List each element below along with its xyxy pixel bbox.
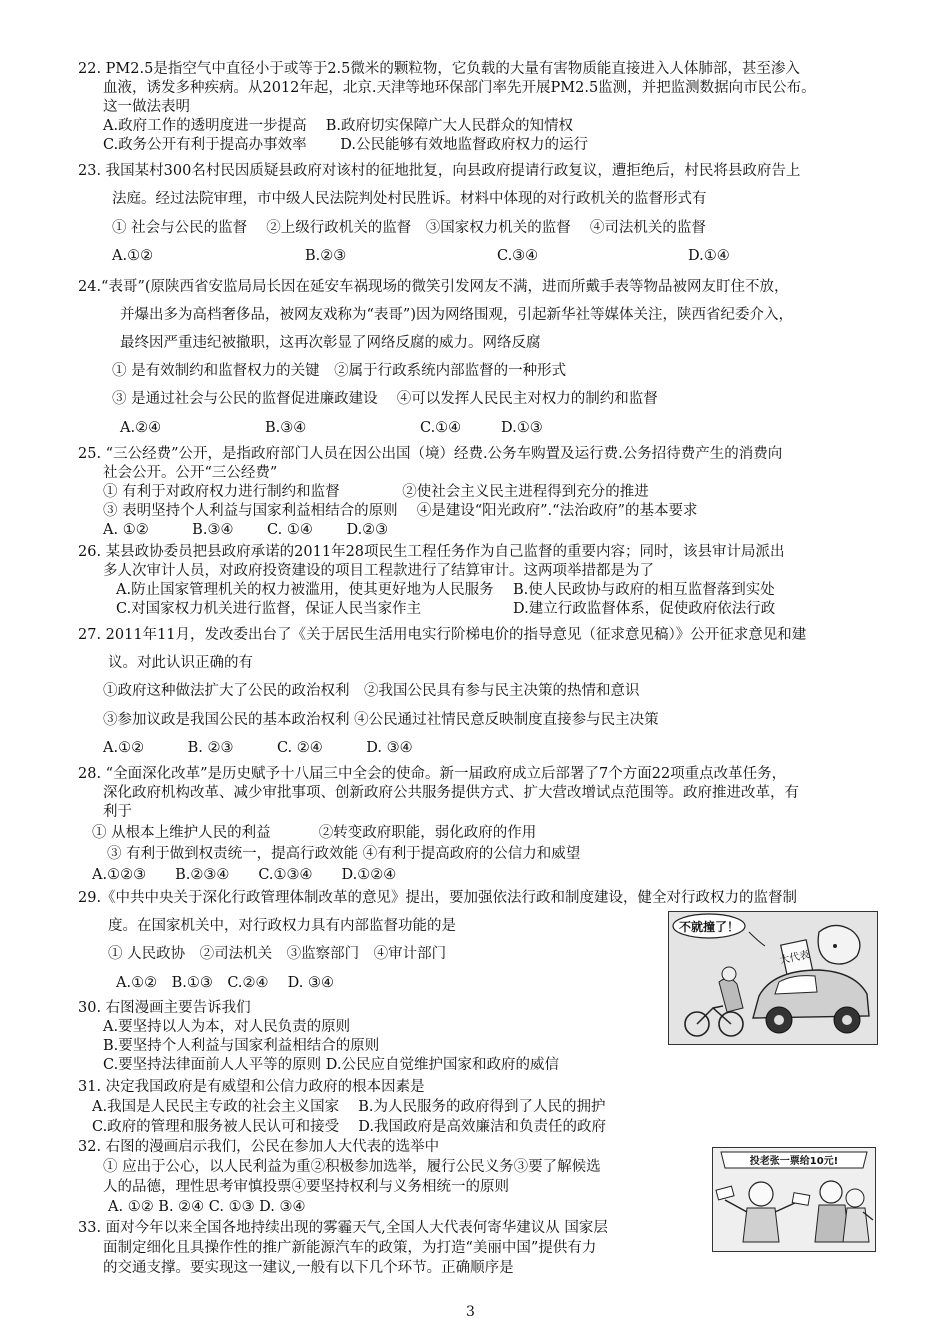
q28-options: A.①②③ B.②③④ C.①③④ D.①②④ bbox=[92, 867, 397, 883]
q24-line-1: 24.“表哥”(原陕西省安监局局长因在延安车祸现场的微笑引发网友不满，进而所戴手表等物品被网友盯住不放， bbox=[78, 279, 789, 295]
q26-option-b: B.使人民政协与政府的相互监督落到实处 bbox=[513, 582, 775, 598]
q32-options: A. ①② B. ②④ C. ①③ D. ③④ bbox=[108, 1199, 306, 1215]
q23-line-2: 法庭。经过法院审理，市中级人民法院判处村民胜诉。材料中体现的对行政机关的监督形式有 bbox=[112, 191, 707, 207]
q31-line-1: 31. 决定我国政府是有威望和公信力政府的根本因素是 bbox=[78, 1079, 425, 1095]
q29-options: A.①② B.①③ C.②④ D. ③④ bbox=[116, 975, 334, 991]
q28-statements-2: ③ 有利于做到权责统一，提高行政效能 ④有利于提高政府的公信力和威望 bbox=[107, 846, 581, 862]
q23-option-c: C.③④ bbox=[497, 248, 539, 264]
q32-line-1: 32. 右图的漫画启示我们，公民在参加人大代表的选举中 bbox=[78, 1139, 440, 1155]
q29-line-1: 29.《中共中央关于深化行政管理体制改革的意见》提出，要加强依法行政和制度建设，健全对行政权力的监督制 bbox=[78, 890, 798, 906]
cartoon-caption-vote: 投老张一票给10元! bbox=[749, 1156, 839, 1167]
q31-option-cd: C.政府的管理和服务被人民认可和接受 D.我国政府是高效廉洁和负责任的政府 bbox=[92, 1119, 607, 1135]
q32-statements-2: 人的品德，理性思考审慎投票④要坚持权利与义务相统一的原则 bbox=[103, 1179, 509, 1195]
car-accident-cartoon bbox=[668, 911, 878, 1045]
q30-option-b: B.要坚持个人利益与国家利益相结合的原则 bbox=[103, 1038, 380, 1054]
vote-buying-cartoon bbox=[712, 1147, 876, 1252]
q24-option-c: C.①④ bbox=[420, 420, 462, 436]
q30-option-cd: C.要坚持法律面前人人平等的原则 D.公民应自觉维护国家和政府的威信 bbox=[103, 1057, 560, 1073]
page-number: 3 bbox=[466, 1304, 475, 1320]
q27-line-2: 议。对此认识正确的有 bbox=[108, 655, 253, 671]
q22-line-3: 这一做法表明 bbox=[103, 99, 190, 115]
q27-statements-1: ①政府这种做法扩大了公民的政治权利 ②我国公民具有参与民主决策的热情和意识 bbox=[103, 683, 640, 699]
q27-options: A.①② B. ②③ C. ②④ D. ③④ bbox=[103, 740, 413, 756]
q26-line-2: 多人次审计人员，对政府投资建设的项目工程款进行了结算审计。这两项举措都是为了 bbox=[103, 563, 654, 579]
q28-line-1: 28. “全面深化改革”是历史赋予十八届三中全会的使命。新一届政府成立后部署了7个方面22项重点改革任务， bbox=[78, 766, 787, 782]
q26-option-d: D.建立行政监督体系，促使政府依法行政 bbox=[513, 601, 776, 617]
q24-option-d: D.①③ bbox=[501, 420, 543, 436]
q23-statements: ① 社会与公民的监督 ②上级行政机关的监督 ③国家权力机关的监督 ④司法机关的监督 bbox=[112, 220, 706, 236]
q26-line-1: 26. 某县政协委员把县政府承诺的2011年28项民生工程任务作为自己监督的重要内容；同时，该县审计局派出 bbox=[78, 544, 785, 560]
q22-option-ab: A.政府工作的透明度进一步提高 B.政府切实保障广大人民群众的知情权 bbox=[103, 118, 573, 134]
q27-statements-2: ③参加议政是我国公民的基本政治权利 ④公民通过社情民意反映制度直接参与民主决策 bbox=[103, 712, 659, 728]
q33-line-3: 的交通支撑。要实现这一建议,一般有以下几个环节。正确顺序是 bbox=[103, 1260, 514, 1276]
cartoon-sign: 大代表 bbox=[778, 949, 811, 967]
q23-option-d: D.①④ bbox=[688, 248, 730, 264]
q22-line-1: 22. PM2.5是指空气中直径小于或等于2.5微米的颗粒物，它负载的大量有害物质能直接进入人体肺部，甚至渗入 bbox=[78, 61, 800, 77]
q25-statements-1: ① 有利于对政府权力进行制约和监督 ②使社会主义民主进程得到充分的推进 bbox=[103, 484, 649, 500]
q25-line-1: 25. “三公经费”公开，是指政府部门人员在因公出国（境）经费.公务车购置及运行费.公务招待费产生的消费向 bbox=[78, 446, 783, 462]
q33-line-2: 面制定细化且具操作性的推广新能源汽车的政策，为打造“美丽中国”提供有力 bbox=[103, 1240, 597, 1256]
q24-line-2: 并爆出多为高档奢侈品，被网友戏称为“表哥”)因为网络围观，引起新华社等媒体关注，陕西省纪委介入， bbox=[120, 307, 793, 323]
q24-statements-2: ③ 是通过社会与公民的监督促进廉政建设 ④可以发挥人民民主对权力的制约和监督 bbox=[112, 391, 658, 407]
q27-line-1: 27. 2011年11月，发改委出台了《关于居民生活用电实行阶梯电价的指导意见（征求意见稿）》公开征求意见和建 bbox=[78, 627, 807, 643]
q28-line-3: 利于 bbox=[103, 804, 132, 820]
q30-option-a: A.要坚持以人为本，对人民负责的原则 bbox=[103, 1019, 351, 1035]
q28-line-2: 深化政府机构改革、减少审批事项、创新政府公共服务提供方式、扩大营改增试点范围等。政府推进改革，有 bbox=[103, 785, 799, 801]
q24-option-a: A.②④ bbox=[120, 420, 162, 436]
cartoon-caption: 不就撞了！ bbox=[678, 920, 740, 934]
q32-statements-1: ① 应出于公心，以人民利益为重②积极参加选举，履行公民义务③要了解候选 bbox=[103, 1159, 601, 1175]
q29-statements: ① 人民政协 ②司法机关 ③监察部门 ④审计部门 bbox=[108, 946, 447, 962]
car-cyclist-icon bbox=[669, 912, 877, 1044]
q23-line-1: 23. 我国某村300名村民因质疑县政府对该村的征地批复，向县政府提请行政复议，遭拒绝后，村民将县政府告上 bbox=[78, 163, 801, 179]
vote-buying-icon bbox=[713, 1148, 875, 1251]
q22-option-cd: C.政务公开有利于提高办事效率 D.公民能够有效地监督政府权力的运行 bbox=[103, 137, 589, 153]
q31-option-ab: A.我国是人民民主专政的社会主义国家 B.为人民服务的政府得到了人民的拥护 bbox=[92, 1099, 606, 1115]
q25-line-2: 社会公开。公开“三公经费” bbox=[103, 465, 278, 481]
q28-statements-1: ① 从根本上维护人民的利益 ②转变政府职能，弱化政府的作用 bbox=[92, 825, 537, 841]
q29-line-2: 度。在国家机关中，对行政权力具有内部监督功能的是 bbox=[108, 918, 456, 934]
q24-line-3: 最终因严重违纪被撤职，这再次彰显了网络反腐的威力。网络反腐 bbox=[120, 335, 541, 351]
q24-option-b: B.③④ bbox=[265, 420, 307, 436]
q22-line-2: 血液，诱发多种疾病。从2012年起，北京.天津等地环保部门率先开展PM2.5监测，并把监测数据向市民公布。 bbox=[103, 80, 816, 96]
q26-option-c: C.对国家权力机关进行监督，保证人民当家作主 bbox=[116, 601, 422, 617]
q30-line-1: 30. 右图漫画主要告诉我们 bbox=[78, 1000, 251, 1016]
q25-options: A. ①② B.③④ C. ①④ D.②③ bbox=[103, 522, 389, 538]
q25-statements-2: ③ 表明坚持个人利益与国家利益相结合的原则 ④是建设“阳光政府”.“法治政府”的基本要求 bbox=[103, 503, 698, 519]
q24-statements-1: ① 是有效制约和监督权力的关键 ②属于行政系统内部监督的一种形式 bbox=[112, 363, 567, 379]
q26-option-a: A.防止国家管理机关的权力被滥用，使其更好地为人民服务 bbox=[116, 582, 494, 598]
q33-line-1: 33. 面对今年以来全国各地持续出现的雾霾天气,全国人大代表何寄华建议从 国家层 bbox=[78, 1220, 608, 1236]
q23-option-a: A.①② bbox=[112, 248, 154, 264]
q23-option-b: B.②③ bbox=[305, 248, 347, 264]
